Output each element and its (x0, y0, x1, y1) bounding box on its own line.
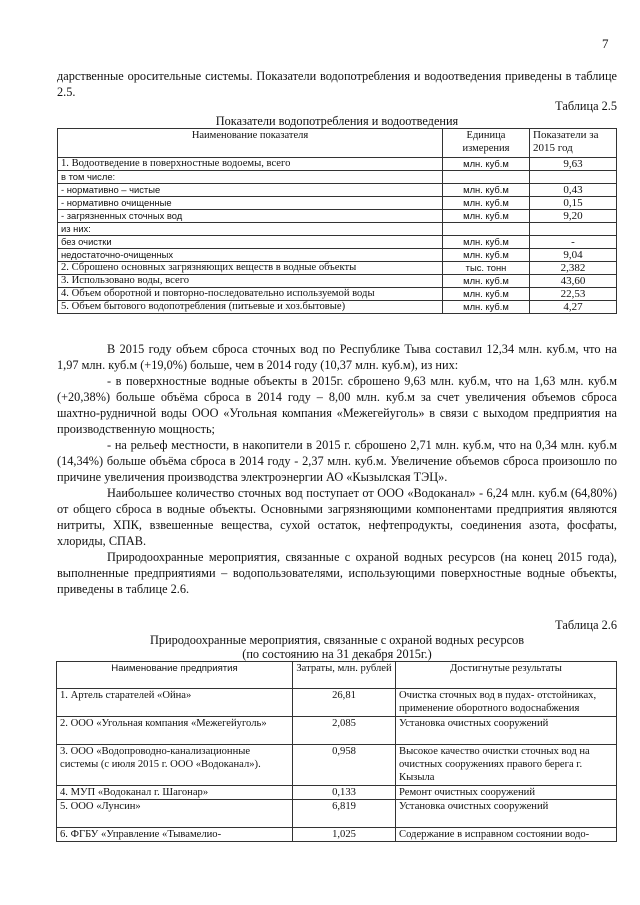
cell-value: 2,382 (530, 262, 617, 275)
table-row (58, 301, 617, 314)
cell-unit: млн. куб.м (443, 236, 530, 249)
cell-cost: 1,025 (293, 828, 396, 842)
column-header: Единица измерения (443, 129, 530, 158)
table-row (58, 262, 617, 275)
cell-unit: млн. куб.м (443, 210, 530, 223)
intro-paragraph: дарственные оросительные системы. Показатели водопотребления и водоотведения приведены в таблице 2.5. (57, 69, 617, 99)
cell-name: 4. Объем оборотной и повторно-последовательно используемой воды (58, 288, 443, 301)
cell-unit: млн. куб.м (443, 158, 530, 171)
cell-enterprise: 4. МУП «Водоканал г. Шагонар» (57, 786, 293, 800)
table-2-5-title: Показатели водопотребления и водоотведения (215, 114, 459, 128)
paragraph: - в поверхностные водные объекты в 2015г. сброшено 9,63 млн. куб.м, что на 1,63 млн. куб.м (+20,38%) больше объёма сброса в 2014 году – 8,00 млн. куб.м за счет увеличения объемов сброса шахтно-рудничной воды ООО «Угольная компания «Межегейуголь» в связи с выходом предприятия на производственную мощность; (57, 374, 617, 436)
table-2-6-subtitle: (по состоянию на 31 декабря 2015г.) (242, 647, 432, 661)
cell-name: 5. Объем бытового водопотребления (питьевые и хоз.бытовые) (58, 301, 443, 314)
cell-unit: млн. куб.м (443, 197, 530, 210)
column-header: Показатели за 2015 год (530, 129, 617, 158)
cell-value: 0,43 (530, 184, 617, 197)
table-2-6-title: Природоохранные мероприятия, связанные с охраной водных ресурсов (149, 633, 525, 647)
cell-value: 0,15 (530, 197, 617, 210)
cell-name: из них: (58, 223, 443, 236)
page-number: 7 (602, 36, 609, 51)
cell-value: 22,53 (530, 288, 617, 301)
cell-result: Ремонт очистных сооружений (396, 786, 617, 800)
cell-enterprise: 3. ООО «Водопроводно-канализационные системы (с июля 2015 г. ООО «Водоканал»). (57, 745, 293, 786)
cell-unit (443, 171, 530, 184)
cell-name: 2. Сброшено основных загрязняющих веществ в водные объекты (58, 262, 443, 275)
cell-unit: млн. куб.м (443, 249, 530, 262)
table-header-row (58, 129, 617, 158)
table-row (57, 717, 617, 745)
cell-name: 1. Водоотведение в поверхностные водоемы, всего (58, 158, 443, 171)
table-row (58, 171, 617, 184)
cell-value: 9,20 (530, 210, 617, 223)
cell-value (530, 171, 617, 184)
table-row (58, 288, 617, 301)
table-header-row (57, 662, 617, 689)
cell-name: - нормативно – чистые (58, 184, 443, 197)
cell-value: 43,60 (530, 275, 617, 288)
column-header: Достигнутые результаты (396, 662, 617, 689)
table-row (57, 745, 617, 786)
paragraph: Природоохранные мероприятия, связанные с охраной водных ресурсов (на конец 2015 года), выполненные предприятиями – водопользователями, использующими поверхностные водные объекты, приведены в таблице 2.6. (57, 550, 617, 596)
cell-value: 9,04 (530, 249, 617, 262)
column-header: Наименование предприятия (57, 662, 293, 689)
cell-name: в том числе: (58, 171, 443, 184)
cell-cost: 0,958 (293, 745, 396, 786)
table-row (57, 786, 617, 800)
cell-name: - нормативно очищенные (58, 197, 443, 210)
table-2-6-label: Таблица 2.6 (555, 618, 617, 632)
table-2-5 (57, 128, 617, 314)
table-row (58, 197, 617, 210)
cell-cost: 26,81 (293, 689, 396, 717)
cell-enterprise: 2. ООО «Угольная компания «Межегейуголь» (57, 717, 293, 745)
cell-cost: 2,085 (293, 717, 396, 745)
cell-value: 4,27 (530, 301, 617, 314)
cell-result: Очистка сточных вод в пудах- отстойниках, применение оборотного водоснабжения (396, 689, 617, 717)
table-row (58, 158, 617, 171)
cell-unit: тыс. тонн (443, 262, 530, 275)
table-2-5-label: Таблица 2.5 (555, 99, 617, 113)
cell-name: - загрязненных сточных вод (58, 210, 443, 223)
table-row (58, 184, 617, 197)
table-row (57, 689, 617, 717)
column-header: Наименование показателя (58, 129, 443, 158)
cell-unit: млн. куб.м (443, 301, 530, 314)
cell-unit (443, 223, 530, 236)
cell-name: 3. Использовано воды, всего (58, 275, 443, 288)
cell-cost: 6,819 (293, 800, 396, 828)
table-row (58, 210, 617, 223)
cell-enterprise: 6. ФГБУ «Управление «Тывамелио- (57, 828, 293, 842)
column-header: Затраты, млн. рублей (293, 662, 396, 689)
table-row (58, 249, 617, 262)
table-row (58, 275, 617, 288)
cell-name: без очистки (58, 236, 443, 249)
cell-value: 9,63 (530, 158, 617, 171)
cell-result: Установка очистных сооружений (396, 800, 617, 828)
cell-enterprise: 5. ООО «Лунсин» (57, 800, 293, 828)
cell-unit: млн. куб.м (443, 275, 530, 288)
table-row (58, 236, 617, 249)
cell-name: недостаточно-очищенных (58, 249, 443, 262)
cell-value: - (530, 236, 617, 249)
table-2-6 (56, 661, 617, 842)
paragraph: В 2015 году объем сброса сточных вод по Республике Тыва составил 12,34 млн. куб.м, что на 1,97 млн. куб.м (+19,0%) больше, чем в 2014 году (10,37 млн. куб.м), из них: (57, 342, 617, 372)
cell-unit: млн. куб.м (443, 184, 530, 197)
paragraph: - на рельеф местности, в накопители в 2015 г. сброшено 2,71 млн. куб.м, что на 0,34 млн. куб.м (14,34%) больше объёма сброса в 2014 году - 2,37 млн. куб.м. Увеличение объемов сброса произошло по причине увеличения производства электроэнергии АО «Кызылская ТЭЦ». (57, 438, 617, 484)
cell-value (530, 223, 617, 236)
cell-unit: млн. куб.м (443, 288, 530, 301)
cell-result: Высокое качество очистки сточных вод на очистных сооружениях правого берега г. Кызыла (396, 745, 617, 786)
cell-enterprise: 1. Артель старателей «Ойна» (57, 689, 293, 717)
cell-result: Установка очистных сооружений (396, 717, 617, 745)
cell-cost: 0,133 (293, 786, 396, 800)
cell-result: Содержание в исправном состоянии водо- (396, 828, 617, 842)
table-row (57, 828, 617, 842)
table-row (58, 223, 617, 236)
paragraph: Наибольшее количество сточных вод поступает от ООО «Водоканал» - 6,24 млн. куб.м (64,80%) от общего сброса в водные объекты. Основными загрязняющими компонентами предприятия являются нитриты, ХПК, взвешенные вещества, сухой остаток, нефтепродукты, соединения азота, фосфаты, хлориды, СПАВ. (57, 486, 617, 548)
table-row (57, 800, 617, 828)
